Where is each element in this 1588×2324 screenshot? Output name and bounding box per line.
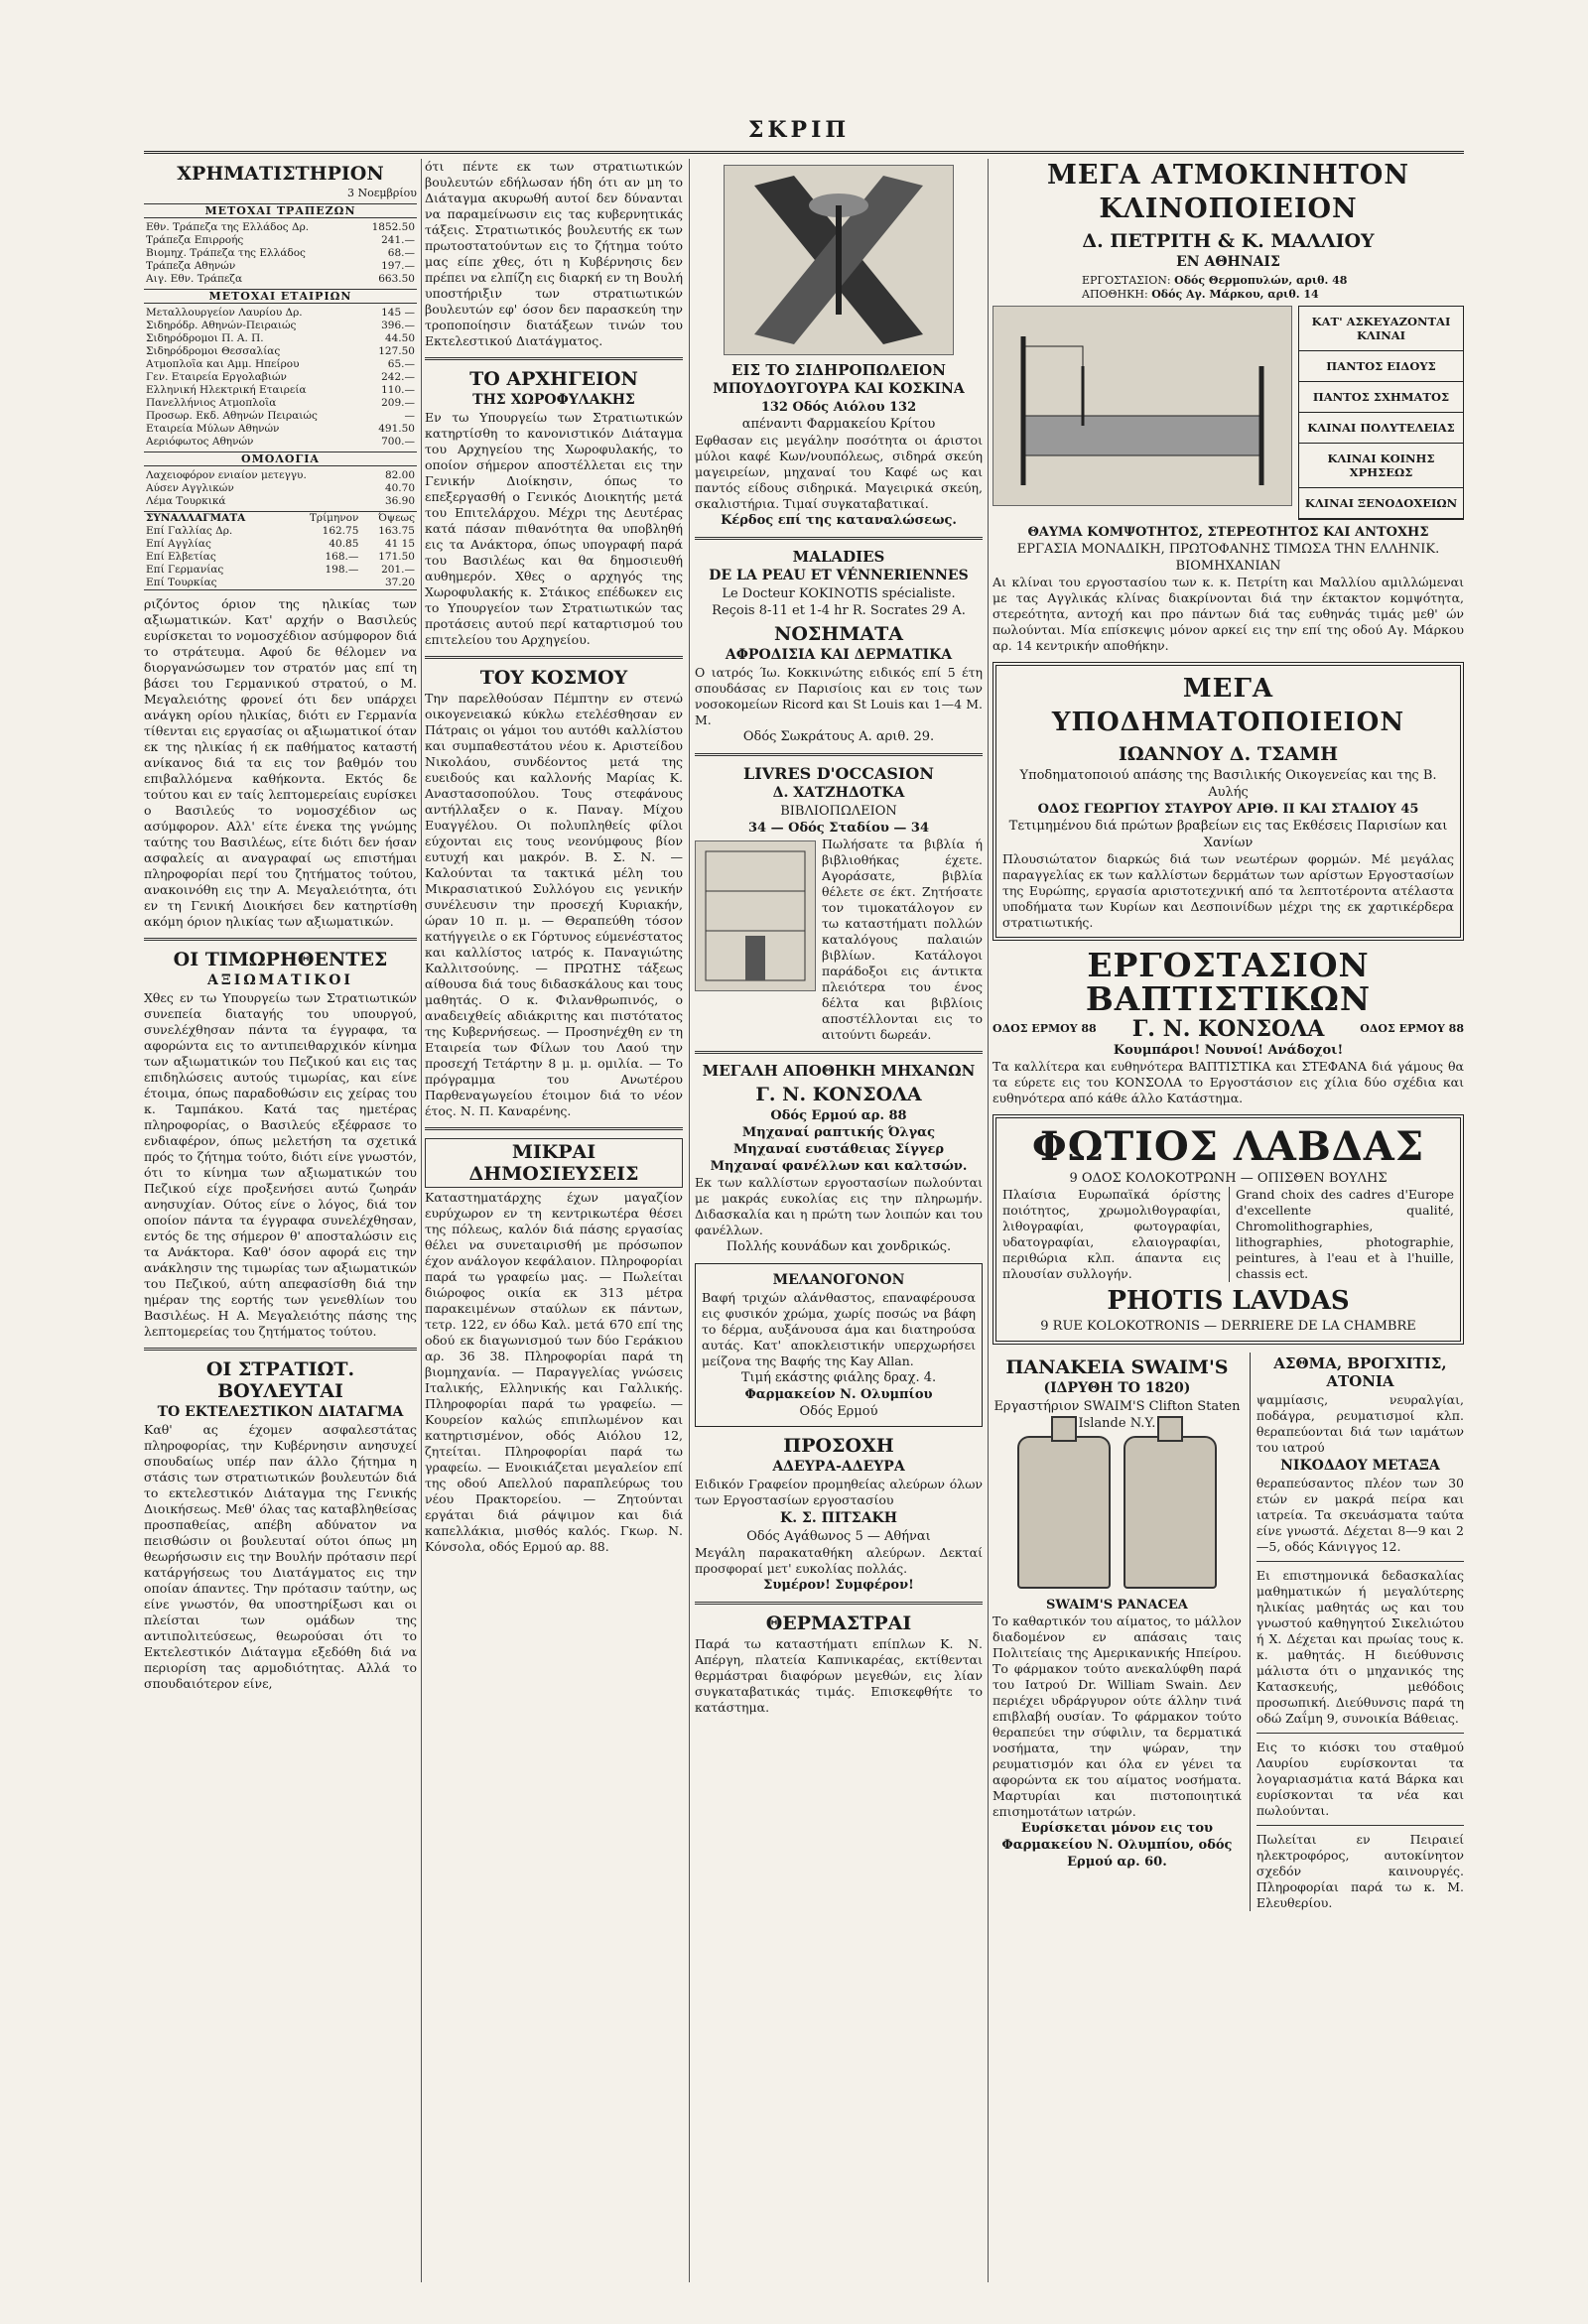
ad-subheading: Υποδηματοποιού απάσης της Βασιλικής Οικογενείας και της Β. Αυλής [1019, 768, 1437, 800]
article-text: ριζόντος όριον της ηλικίας των αξιωματικών. Κατ' αρχήν ο Βασιλεύς ευρίσκεται το νομοσχέδιον ασύμφορον διά το στράτευμα. Αφού δε θέλομεν να διοργανώσωμεν τον στρατόν μας επί τη βάσει του Γερμανικού στρατού, ο Μ. Μεγαλειότης φρονεί ότι δεν υπάρχει ανάγκη ορίου ηλικίας, διότι εν Γερμανία τίθενται εις εργασίας οι αξιωματικοί όταν εκ της ηλικίας ή εκ παθήματος καταστή ανίκανος διά τα εις τον βαθμόν του επιβαλλόμενα καθήκοντα. Εκτός δε τούτου και εν ταίς λεπτομερείαις ευρίσκει ο Βασιλεύς το νομοσχέδιον ως ασύμφορον. Αλλ' είτε ένεκα της γνώμης ταύτης του Βασιλέως, είτε διότι δεν ήσαν ασφαλείς αι αναγραφαί ως επιστήμαι πληροφορίαι περί του ζητήματος τούτου, ανακοινόθη εις την Α. Μεγαλειότητα, ότι εν τη Γενική Διοικήσει δεν κατηρτίσθη ακόμη όριον ηλικίας των αξιωματικών. [144, 596, 417, 929]
table-row [144, 397, 417, 410]
bottle-icon [1124, 1436, 1217, 1589]
ad-text: Κέρδος επί της καταναλώσεως. [721, 513, 957, 528]
security-name: Πανελλήνιος Ατμοπλοΐα [146, 397, 277, 409]
ad-heading: ΘΕΡΜΑΣΤΡΑΙ [765, 1613, 912, 1634]
ad-name: Γ. Ν. ΚΟΝΣΟΛΑ [755, 1084, 922, 1105]
bottle-icon [1017, 1436, 1111, 1589]
divider [695, 537, 983, 540]
security-value: 82.00 [384, 469, 415, 481]
security-value: 663.50 [378, 273, 415, 285]
ad-text: Βαφή τριχών αλάνθαστος, επαναφέρουσα εις φυσικόν χρώμα, χωρίς ποσώς να βάφη το δέρμα, αυξάνουσα άμα και διατηρούσα αυτάς. Κατ' αποκλειστικήν υπερχωρήσει μείζονα της Βαφής της Kay Allan. [702, 1290, 976, 1368]
security-name: Λαχειοφόρον ενιαίον μετεγγυ. [146, 469, 307, 481]
ad-item: Μηχαναί ραπτικής Όλγας [741, 1125, 936, 1140]
table-row [144, 482, 417, 495]
ad-text: Τα καλλίτερα και ευθηνότερα ΒΑΠΤΙΣΤΙΚΑ και ΣΤΕΦΑΝΑ διά γάμους θα τα εύρετε εις του ΚΟΝΣΟΛΑ το Εργοστάσιον εις χίλια δύο σχέδια και ευθηνότερα από κάθε άλλο Κατάστημα. [992, 1059, 1464, 1105]
divider [1257, 1733, 1464, 1734]
security-name: Ελληνική Ηλεκτρική Εταιρεία [146, 384, 307, 396]
table-row [144, 384, 417, 397]
security-name: Τράπεζα Επιρροής [146, 234, 244, 246]
security-name: Εταιρεία Μύλων Αθηνών [146, 423, 280, 435]
ad-subheading: ΜΠΟΥΔΟΥΓΟΥΡΑ ΚΑΙ ΚΟΣΚΙΝΑ [713, 381, 965, 397]
ad-text: Εφθασαν εις μεγάλην ποσότητα οι άριστοι μύλοι καφέ Κων/νουπόλεως, σιδηρά σκεύη μαγειρείων, μηχαναί του Καφέ ως και παντός είδους σιδηρικά. Μαγειρικά σκεύη, σκαλιστήρια. Τιμαί συγκαταβατικαί. [695, 433, 983, 511]
table-row [144, 469, 417, 482]
column-divider [421, 159, 422, 2282]
ad-lab: Εργαστήριον SWAIM'S Clifton Staten Islande N.Y. [993, 1399, 1241, 1431]
divider [144, 938, 417, 941]
classifieds-text: Καταστηματάρχης έχων μαγαζίον ευρύχωρον εν τη κεντρικωτέρα θέσει της πόλεως, καλόν διά πάσης εργασίας θέλει να συνεταιρισθή με πρόσωπον έχον ανάλογον κεφάλαιον. Πληροφορίαι παρά τω γραφείω μας. — Πωλείται διώροφος οικία εκ 313 μέτρα παρακειμένων σταύλων εκ πάντων, τετρ. 122, εν όδω Καλ. μετά 670 επί της οδού εκ διαγωνισμού των δύο Γεράκιου αρ. 36 38. Πληροφορίαι παρά τη βιομηχανία. — Παραγγελίας γνώσεις Ιταλικής, Ελληνικής και Γαλλικής. Πληροφορίαι παρά τω γραφείω. — Κουρείον καλώς επιπλωμένον και κατηρτισμένον, οδός Αιόλου 12, ζητείται. Πληροφορίαι παρά τω γραφείω. — Ενοικιάζεται μεγαλείον επί της οδού Απελλού παραπλεύρως του νέου Πρακτορείου. — Ζητούνται εργάται διά ράψιμον και διά καπελλάκια, μισθός καλός. Γκωρ. Ν. Κόνσολα, οδός Ερμού αρ. 88. [425, 1190, 683, 1554]
ad-price: Τιμή εκάστης φιάλης δραχ. 4. [740, 1370, 937, 1385]
article-heading: ΤΟΥ ΚΟΣΜΟΥ [479, 667, 628, 689]
security-value: 36.90 [384, 495, 415, 507]
bed-type-item: ΚΛΙΝΑΙ ΠΟΛΥΤΕΛΕΙΑΣ [1299, 413, 1463, 444]
ad-heading: ΕΙΣ ΤΟ ΣΙΔΗΡΟΠΩΛΕΙΟΝ [731, 361, 946, 379]
table-row [144, 577, 417, 590]
ad-name: ΝΙΚΟΔΑΟΥ ΜΕΤΑΞΑ [1280, 1458, 1440, 1474]
column-divider [988, 159, 989, 2282]
security-name: Επί Τουρκίας [146, 577, 217, 588]
divider [425, 1127, 683, 1130]
ad-text: Ο ιατρός Ίω. Κοκκινώτης ειδικός επί 5 έτη σπουδάσας εν Παρισίοις και εν τοις των νοσοκομείων Ricord και St Louis και 1—4 Μ. Μ. [695, 665, 983, 727]
article-heading: ΟΙ ΤΙΜΩΡΗΘΕΝΤΕΣ [173, 949, 388, 970]
security-value: 37.20 [384, 577, 415, 588]
ad-subheading: DE LA PEAU ET VÉNNERIENNES [709, 568, 969, 583]
ad-subheading: ψαμμίασις, νευραλγίαι, ποδάγρα, ρευματισμοί κλπ. θεραπεύονται διά των ιαμάτων του ιατρού [1256, 1392, 1464, 1455]
table-row [144, 551, 417, 564]
divider [695, 753, 983, 756]
divider [1257, 1825, 1464, 1826]
security-name: Επί Αγγλίας [146, 538, 211, 550]
article-subheading: ΑΞΙΩΜΑΤΙΚΟΙ [207, 972, 353, 988]
article-text: ότι πέντε εκ των στρατιωτικών βουλευτών εδήλωσαν ήδη ότι αν μη το Διάταγμα ακυρωθή αυτοί δεν δύνανται να παραμείνωσιν εις τας κυβερνητικάς τάξεις. Στρατιωτικός βουλευτής εκ των πρωτοστατούντων εις το ζήτημα τούτο μας είπε χθες, ότι η Κυβέρνησις δεν πρέπει να ελπίζη εις διαρκή εν τη Βουλή υποστήριξιν των στρατιωτικών βουλευτών εφ' όσον δεν παρασκεύη την τροποποίησιν διατάξεων τινών του Εκτελεστικού Διατάγματος. [425, 159, 683, 348]
swaims-ad [992, 1353, 1242, 1911]
ad-city: ΕΝ ΑΘΗΝΑΙΣ [1176, 254, 1280, 270]
security-value: 168.— [325, 551, 359, 563]
ad-text: Το καθαρτικόν του αίματος, το μάλλον διαδομένον εν απάσαις ταις Πολιτείαις της Αμερικανικής Ηπείρου. Το φάρμακον τούτο ανεκαλύφθη παρά του Ιατρού Dr. William Swain. Δεν περιέχει υδράργυρον ούτε άλλην τινά επιβλαβή ουσίαν. Το φάρμακον τούτο θεραπεύει την σύφιλιν, τα δερματικά νοσήματα, την ψώραν, την ρευματισμόν και όλα εν γένει τα αφορώντα εκ του αίματος νοσήματα. Μαρτυρίαι και πιστοποιητικά επισημοτάτων ιατρών. [992, 1614, 1242, 1819]
bed-type-item: ΚΑΤ' ΑΣΚΕΥΑΖΟΝΤΑΙ ΚΛΙΝΑΙ [1299, 307, 1463, 351]
companies-heading: ΜΕΤΟΧΑΙ ΕΤΑΙΡΙΩΝ [144, 289, 417, 304]
table-row [144, 247, 417, 260]
ad-text: Παρά τω καταστήματι επίπλων Κ. Ν. Απέργη, πλατεία Καπνικαρέας, εκτίθενται θερμάστραι διαφόρων μεγεθών, εις λίαν συγκαταβατικάς τιμάς. Επισκεφθήτε το κατάστημα. [695, 1636, 983, 1715]
ad-name: Δ. ΠΕΤΡΙΤΗ & Κ. ΜΑΛΛΙΟΥ [1082, 230, 1375, 252]
security-value: 145 — [381, 307, 415, 319]
bed-illustration [992, 306, 1292, 506]
article-subheading: ΤΗΣ ΧΩΡΟΦΥΛΑΚΗΣ [472, 392, 635, 408]
banks-table [144, 221, 417, 286]
ad-heading: ΦΩΤΙΟΣ ΛΑΒΔΑΣ [1031, 1123, 1425, 1170]
stock-exchange-heading: ΧΡΗΜΑΤΙΣΤΗΡΙΟΝ [177, 163, 384, 185]
security-name: Βιομηχ. Τράπεζα της Ελλάδος [146, 247, 306, 259]
store-address: Οδός Αγ. Μάρκου, αριθ. 14 [1151, 288, 1319, 301]
ad-name: Γ. Ν. ΚΟΝΣΟΛΑ [1131, 1016, 1325, 1042]
ad-heading: ΠΑΝΑΚΕΙΑ SWAIM'S [1005, 1356, 1229, 1378]
ad-slogan: ΘΑΥΜΑ ΚΟΜΨΟΤΗΤΟΣ, ΣΤΕΡΕΟΤΗΤΟΣ ΚΑΙ ΑΝΤΟΧΗΣ [1027, 525, 1429, 540]
security-name: Ατμοπλοΐα και Αμμ. Ηπείρου [146, 358, 300, 370]
article-subheading: ΤΟ ΕΚΤΕΛΕΣΤΙΚΟΝ ΔΙΑΤΑΓΜΑ [157, 1404, 404, 1420]
ad-address: ΟΔΟΣ ΓΕΩΡΓΙΟΥ ΣΤΑΥΡΟΥ ΑΡΙΘ. II ΚΑΙ ΣΤΑΔΙΟΥ 45 [1037, 802, 1419, 817]
ad-heading: LIVRES D'OCCASION [743, 764, 934, 783]
security-name: Εθν. Τράπεζα της Ελλάδος Δρ. [146, 221, 310, 233]
ad-doctor: Le Docteur KOKINOTIS spécialiste. [722, 586, 956, 601]
ad-subheading: ΑΔΕΥΡΑ-ΑΔΕΥΡΑ [772, 1459, 905, 1475]
table-row [144, 260, 417, 273]
bookshelf-icon [696, 841, 815, 990]
bed-types-list [1298, 306, 1464, 520]
ad-text: Αι κλίναι του εργοστασίου των κ. κ. Πετρίτη και Μαλλίου αμιλλώμεναι με τας Αγγλικάς κλίνας διακρίνονται διά την έκτακτον κομψότητα, στερεότητα, αντοχή και προ πάντων διά τας ευθηνάς τιμάς μεθ' ών πωλούνται. Μία επίσκεψις μόνον αρκεί εις την επί της οδού Αγ. Μάρκου αρ. 14 κεντρικήν αποθήκην. [992, 575, 1464, 653]
ad-subheading: ΒΙΒΛΙΟΠΩΛΕΙΟΝ [780, 804, 897, 819]
asthma-ad [1250, 1353, 1464, 1911]
divider [425, 656, 683, 659]
table-row [144, 221, 417, 234]
divider [1257, 1561, 1464, 1562]
security-value: 40.70 [384, 482, 415, 494]
bed-type-item: ΚΛΙΝΑΙ ΚΟΙΝΗΣ ΧΡΗΣΕΩΣ [1299, 444, 1463, 488]
melanogonon-ad [695, 1263, 983, 1427]
security-value: 1852.50 [371, 221, 415, 233]
fx-heading: ΣΥΝΑΛΛΑΓΜΑΤΑ [146, 512, 246, 524]
ad-text: Συμέρον! Συμφέρον! [763, 1578, 914, 1593]
ad-subheading: ΑΦΡΟΔΙΣΙΑ ΚΑΙ ΔΕΡΜΑΤΙΚΑ [725, 647, 953, 663]
ad-text: θεραπεύσαντος πλέον των 30 ετών εν μακρά πείρα και ιατρεία. Τα σκευάσματα ταύτα είνε γνωστά. Δέχεται 8—9 και 2—5, οδός Κάνιγγος 12. [1256, 1476, 1464, 1554]
article-heading: ΤΟ ΑΡΧΗΓΕΙΟΝ [469, 368, 638, 390]
security-name: Αιγ. Εθν. Τράπεζα [146, 273, 243, 285]
security-name: Σιδηρόδρ. Αθηνών-Πειραιώς [146, 320, 297, 331]
security-value: 700.— [381, 436, 415, 448]
ad-address: ΟΔΟΣ ΕΡΜΟΥ 88 [1360, 1022, 1464, 1035]
table-row [144, 273, 417, 286]
article-text: Την παρελθούσαν Πέμπτην εν στενώ οικογενειακώ κύκλω ετελέσθησαν εν Πάτραις οι γάμοι του αυτόθι καλλίστου και συμπαθεστάτου νέου κ. Αριστείδου Νικολάου, συνδέοντος μετά της ευειδούς και καλλονής Μαρίας Κ. Αναστασοπούλου. Τους στεφάνους αντήλλαξεν ο κ. Παναγ. Μίχου Ευαγγέλου. Οι πολυπληθείς φίλοι εύχονται εις τους νεονύμφους βίον ευτυχή και μακρόν. Β. Σ. Ν. — Καλούνται τα τακτικά μέλη του Μικρασιατικού Συλλόγου εις γενικήν συνέλευσιν την προσεχή Κυριακήν, ώραν 10 π. μ. — Θεραπεύθη τόσον κατήγγειλε ο εκ Γόρτυνος εύμενέστατος και καλλίστος ιατρός κ. Παναγιώτης Καλλιτσούνης. — ΠΡΩΤΗΣ τάξεως αίθουσα διά τους διδασκάλους και τους μαθητάς. Ο κ. Φιλανθρωπινός, ο αναδειχθείς αδιάκριτης και πιστότατος της Κυβερνήσεως. — Προσηνέχθη εν τη Εταιρεία των Φίλων του Λαού την προσεχή Τετάρτην 8 μ. μ. ομιλία. — Το πρόγραμμα του Ανωτέρου Παρθεναγωγείου έτοιμον διά το νέον έτος. Ν. Π. Καναρένης. [425, 691, 683, 1118]
ad-text: ΕΡΓΑΣΙΑ ΜΟΝΑΔΙΚΗ, ΠΡΩΤΟΦΑΝΗΣ ΤΙΜΩΣΑ ΤΗΝ ΕΛΛΗΝΙΚ. ΒΙΟΜΗΧΑΝΙΑΝ [1016, 542, 1440, 574]
security-name: Γεν. Εταιρεία Εργολαβιών [146, 371, 287, 383]
security-value: 491.50 [378, 423, 415, 435]
factory-label: ΕΡΓΟΣΤΑΣΙΟΝ: [1082, 274, 1171, 287]
ad-name-fr: PHOTIS LAVDAS [1107, 1286, 1350, 1316]
table-row [144, 495, 417, 508]
article-heading: ΜΙΚΡΑΙ ΔΗΜΟΣΙΕΥΣΕΙΣ [425, 1138, 683, 1188]
crossed-sieves-icon [725, 166, 953, 354]
column-4 [992, 159, 1464, 2282]
security-name: Λέμα Τουρκικά [146, 495, 226, 507]
ad-heading: ΠΡΟΣΟΧΗ [783, 1435, 894, 1457]
ad-heading: ΜΕΓΑ ΥΠΟΔΗΜΑΤΟΠΟΙΕΙΟΝ [1051, 674, 1405, 737]
ad-heading: ΜΕΓΑ ΑΤΜΟΚΙΝΗΤΟΝ ΚΛΙΝΟΠΟΙΕΙΟΝ [1046, 160, 1409, 224]
fx-table [144, 511, 417, 590]
security-value: 241.— [381, 234, 415, 246]
table-row [144, 320, 417, 332]
ad-address: 34 — Οδός Σταδίου — 34 [748, 821, 929, 836]
security-value: 396.— [381, 320, 415, 331]
column-1 [144, 159, 417, 2282]
ad-hours: Reçois 8-11 et 1-4 hr R. Socrates 29 A. [712, 603, 966, 618]
column-divider [689, 159, 690, 2282]
security-value: 162.75 [322, 525, 359, 537]
security-value [287, 577, 360, 590]
bed-icon [993, 307, 1291, 505]
security-value: 209.— [381, 397, 415, 409]
ad-address: Οδός Σωκράτους Α. αριθ. 29. [742, 729, 935, 744]
ad-heading: ΕΡΓΟΣΤΑΣΙΟΝ ΒΑΠΤΙΣΤΙΚΩΝ [1085, 946, 1372, 1018]
masthead [144, 115, 1464, 154]
security-value: 41 15 [384, 538, 415, 550]
ad-text: Πλουσιώτατον διαρκώς διά των νεωτέρων φορμών. Μέ μεγάλας παραγγελίας εκ των καλλίστων δερμάτων των αρίστων Εργοστασίων της Ευρώπης, εργασία αριστοτεχνική από τα λεπτοτέροντα ατέλαστα υποδήματα των Κυρίων και Δεσποινίδων μέχρι της εκ χαρτικέρδερα στρατιωτικής. [1002, 851, 1454, 930]
ad-address: απέναντι Φαρμακείου Κρίτου [741, 417, 936, 432]
companies-table [144, 307, 417, 449]
table-row [144, 525, 417, 538]
security-value: 65.— [387, 358, 415, 370]
security-value: 171.50 [378, 551, 415, 563]
security-value: 44.50 [384, 332, 415, 344]
security-value: 198.— [325, 564, 359, 576]
security-name: Αεριόφωτος Αθηνών [146, 436, 254, 448]
ad-text: Εκ των καλλίστων εργοστασίων πωλούνται με μακράς ευκολίας εις την πληρωμήν. Διδασκαλία και η πρώτη των λοιπών και του φανέλλων. [695, 1175, 983, 1237]
table-row [144, 358, 417, 371]
table-row [144, 332, 417, 345]
security-name: Μεταλλουργείον Λαυρίου Δρ. [146, 307, 303, 319]
ad-seller: Οδός Ερμού [799, 1404, 878, 1419]
bonds-heading: ΟΜΟΛΟΓΙΑ [144, 452, 417, 466]
ad-address: 9 ΟΔΟΣ ΚΟΛΟΚΟΤΡΩΝΗ — ΟΠΙΣΘΕΝ ΒΟΥΛΗΣ [1069, 1171, 1388, 1186]
security-value: 110.— [381, 384, 415, 396]
security-value: 242.— [381, 371, 415, 383]
ad-address: ΟΔΟΣ ΕΡΜΟΥ 88 [992, 1022, 1097, 1035]
table-row [144, 345, 417, 358]
ad-award: Τετιμημένου διά πρώτων βραβείων εις τας Εκθέσεις Παρισίων και Χανίων [1008, 819, 1448, 850]
column-2 [425, 159, 683, 2282]
ad-name: ΙΩΑΝΝΟΥ Δ. ΤΣΑΜΗ [1118, 743, 1339, 765]
article-text: Εν τω Υπουργείω των Στρατιωτικών κατηρτίσθη το κανονιστικόν Διάταγμα του Αρχηγείου της Χωροφυλακής, το οποίον σήμερον αποστέλλεται εις την Γενικήν Διοίκησιν, όπως το επεξεργασθή ο Γενικός Διοικητής μετά του Επιτελάρχου. Μέχρι της Δευτέρας κατά πάσαν πιθανότητα θα υποβληθή εις τα Ανάκτορα, όπως υπογραφή παρά του Βασιλέως και θα δημοσιευθή αυθημερόν. Χθες ο αρχηγός της Χωροφυλακής κ. Στάικος επέδωκεν εις το Υπουργείον των Στρατιωτικών τας προτάσεις αυτού περί καταρτισμού του επιτελείου του Αρχηγείου. [425, 410, 683, 647]
table-row [144, 307, 417, 320]
ad-text: Μεγάλη παρακαταθήκη αλεύρων. Δεκταί προσφοραί μετ' ευκολίας πολλάς. [695, 1545, 983, 1576]
security-name: Τράπεζα Αθηνών [146, 260, 236, 272]
ad-text: Εις το κιόσκι του σταθμού Λαυρίου ευρίσκονται τα λογαριασμάτια κατά Βάρκα και ευρίσκονται τα νέα και πωλούνται. [1256, 1740, 1464, 1818]
bonds-table [144, 469, 417, 508]
ad-kicker: Κουμπάροι! Νουνοί! Ανάδοχοι! [1113, 1043, 1344, 1058]
table-row [144, 371, 417, 384]
security-name: Προσωρ. Εκδ. Αθηνών Πειραιώς [146, 410, 318, 422]
ad-heading: ΜΕΛΑΝΟΓΟΝΟΝ [772, 1272, 905, 1288]
ad-seller: Φαρμακείον Ν. Ολυμπίου [744, 1387, 933, 1402]
bed-type-item: ΚΛΙΝΑΙ ΞΕΝΟΔΟΧΕΙΩΝ [1299, 488, 1463, 519]
market-date: 3 Νοεμβρίου [346, 187, 417, 199]
fx-col-header: Όψεως [378, 512, 415, 524]
bed-type-item: ΠΑΝΤΟΣ ΣΧΗΜΑΤΟΣ [1299, 382, 1463, 413]
security-value: 68.— [387, 247, 415, 259]
divider [425, 357, 683, 360]
security-name: Σιδηρόδρομοι Π. Α. Π. [146, 332, 264, 344]
divider [695, 1051, 983, 1054]
ad-text: Πωλήσατε τα βιβλία ή βιβλιοθήκας έχετε. Αγοράσατε, βιβλία θέλετε σε έκτ. Ζητήσατε τον τιμοκατάλογον εν τω καταστήματι πολλών καταλόγους παλαιών βιβλίων. Κατάλογοι παράδοξοι εις άντικτα πλειότερα του ένος δέλτα και βιβλίοις αποστέλλονται εις το αιτούντι δωρεάν. [822, 837, 983, 1042]
security-value: — [404, 410, 415, 422]
factory-address: Οδός Θερμοπυλών, αριθ. 48 [1174, 274, 1348, 287]
table-row [144, 564, 417, 577]
security-name: Επί Γερμανίας [146, 564, 224, 576]
fx-col-header: Τρίμηνον [309, 512, 359, 524]
table-row [144, 538, 417, 551]
security-value: 40.85 [329, 538, 359, 550]
library-illustration [695, 840, 816, 991]
article-heading: ΟΙ ΣΤΡΑΤΙΩΤ. ΒΟΥΛΕΥΤΑΙ [205, 1358, 355, 1402]
ad-text: Πωλείται εν Πειραιεί ηλεκτροφόρος, αυτοκίνητον σχεδόν καινουργές. Πληροφορίαι παρά τω κ. Μ. Ελευθερίου. [1256, 1832, 1464, 1910]
table-row [144, 234, 417, 247]
ad-text: Ει επιστημονικά δεδασκαλίας μαθηματικών ή μεγαλύτερης ηλικίας μαθητάς ως και του γνωστού καθηγητού Σικελιώτου ή Χ. Δέχεται και πρωίας τους κ. κ. μαθητάς. Η διεύθυνσις μάλιστα ότι ο μηχανικός της Κατασκευής, μεθόδοις προσωπική. Διεύθυνσις παρά τη οδώ Ζαΐμη 9, συνοικία Βάθειας. [1256, 1568, 1464, 1726]
ad-heading: ΜΕΓΑΛΗ ΑΠΟΘΗΚΗ ΜΗΧΑΝΩΝ [702, 1062, 976, 1080]
ad-address: Οδός Ερμού αρ. 88 [770, 1108, 907, 1123]
sieve-illustration [724, 165, 954, 355]
column-3 [695, 159, 983, 2282]
ad-text: Ειδικόν Γραφείον προμηθείας αλεύρων όλων των Εργοστασίων εργοστασίου [695, 1477, 983, 1507]
bottles-illustration [992, 1432, 1242, 1597]
table-row [144, 410, 417, 423]
shoe-factory-ad [992, 662, 1464, 941]
article-text: Χθες εν τω Υπουργείω των Στρατιωτικών συνεπεία διαταγής του υπουργού, συνελέχθησαν πάντα τα έγγραφα, τα αφορώντα εις το αντιπειθαρχικόν κίνημα των αξιωματικών του Πεζικού και εις τας επιδηλώσεις αυτούς τιμωρίας, και είνε έτοιμα, όπως παραδοθώσιν εις χείρας του κ. Ταμπάκου. Κατά τας ημετέρας πληροφορίας, ο Βασιλεύς εξέφρασε το ενδιαφέρον, όπως μελετήση τα σχετικά πρός το ζήτημα τούτο, διότι είνε γνωστόν, ότι το κίνημα των αξιωματικών του Πεζικού είχε προξενήσει αυτώ ζωηράν ανησυχίαν. Ούτος είνε ο λόγος, διά τον οποίον πάντα τα έγγραφα συνελέχθησαν, εντός δε της σήμερον θ' αποσταλώσιν εις τα Ανάκτορα. Καθ' όσον αφορά εις την ανάκλησιν της τιμωρίας των αξιωματικών του Πεζικού, αύτη απεφασίσθη διά την ημέραν της εορτής των γενεθλίων του Βασιλέως. Η Α. Μεγαλειότης πάσης της λεπτομερείας του ζητήματος τούτου. [144, 990, 417, 1339]
ad-item: Μηχαναί φανέλλων και καλτσών. [710, 1159, 968, 1174]
ad-item: Μηχαναί ευστάθειας Σίγγερ [733, 1142, 944, 1157]
ad-text: Πλαίσια Ευρωπαϊκά όρίστης ποιότητος, χρωμολιθογραφίαι, λιθογραφίαι, φωτογραφίαι, υδατογραφίαι, ελαιογραφίαι, περιθώρια κλπ. άπαντα εις πλουσίαν συλλογήν. [1002, 1187, 1221, 1281]
divider [695, 1602, 983, 1605]
ad-name: Κ. Σ. ΠΙΤΣΑΚΗ [780, 1510, 897, 1526]
ad-heading: ΝΟΣΗΜΑΤΑ [774, 623, 903, 645]
security-value: 197.— [381, 260, 415, 272]
article-text: Καθ' ας έχομεν ασφαλεστάτας πληροφορίας, την Κυβέρνησιν ανησυχεί σπουδαίως υπέρ παν άλλο ζήτημα η στάσις των στρατιωτικών βουλευτών διά το εκτελεστικόν Διάταγμα της Γενικής Διοικήσεως. Μεθ' όλας τας καταβληθείσας προσπαθείας, απέβη αδύνατον να πεισθώσιν οι βουλευταί ούτοι όπως μη θεωρήσωσιν εις την Βουλήν πρότασιν περί κατάργήσεως του Διατάγματος εις την οποίαν άπαντες. Την πρότασιν ταύτην, ως είνε γνωστόν, θα υποστηρίξωσι και οι πλείσται των ομάδων της αντιπολιτεύσεως, θεωρούσαι ότι το Εκτελεστικόν Διάταγμα εξεδόθη διά να περιορίση τας αρμοδιότητας. Αλλά το σπουδαιότερον είνε, [144, 1422, 417, 1691]
ad-text-fr: Grand choix des cadres d'Europe d'excellente qualité, Chromolithographies, lithographies, photographie, peintures, à l'eau et à l'huille, chassis ect. [1229, 1187, 1454, 1282]
newspaper-title: ΣΚΡΙΠ [747, 117, 851, 143]
ad-address: 132 Οδός Αιόλου 132 [760, 400, 917, 415]
security-value: 127.50 [378, 345, 415, 357]
ad-address-fr: 9 RUE KOLOKOTRONIS — DERRIERE DE LA CHAMBRE [1040, 1319, 1416, 1334]
ad-seller: Ευρίσκεται μόνον εις του Φαρμακείου Ν. Ολυμπίου, οδός Ερμού αρ. 60. [1001, 1821, 1233, 1870]
ad-text: Πολλής κουνάδων και χονδρικώς. [726, 1239, 952, 1254]
bottle-label: SWAIM'S PANACEA [1046, 1598, 1188, 1613]
store-label: ΑΠΟΘΗΚΗ: [1082, 288, 1148, 301]
table-row [144, 436, 417, 449]
frames-ad [992, 1114, 1464, 1345]
ad-subheading: Δ. ΧΑΤΖΗΔΟΤΚΑ [772, 785, 905, 801]
security-name: Αύσεν Αγγλικών [146, 482, 234, 494]
ad-subheading: (ΙΔΡΥΘΗ ΤΟ 1820) [1043, 1380, 1191, 1396]
security-value: 163.75 [378, 525, 415, 537]
table-row [144, 423, 417, 436]
security-name: Επί Γαλλίας Δρ. [146, 525, 233, 537]
ad-heading: ΑΣΘΜΑ, ΒΡΟΓΧΙΤΙΣ, ΑΤΟΝΙΑ [1273, 1355, 1447, 1390]
bed-type-item: ΠΑΝΤΟΣ ΕΙΔΟΥΣ [1299, 351, 1463, 382]
security-value: 201.— [381, 564, 415, 576]
banks-heading: ΜΕΤΟΧΑΙ ΤΡΑΠΕΖΩΝ [144, 203, 417, 218]
ad-heading: MALADIES [792, 548, 885, 566]
divider [144, 1348, 417, 1351]
ad-address: Οδός Αγάθωνος 5 — Αθήναι [746, 1529, 931, 1544]
security-name: Σιδηρόδρομοι Θεσσαλίας [146, 345, 281, 357]
security-name: Επί Ελβετίας [146, 551, 216, 563]
